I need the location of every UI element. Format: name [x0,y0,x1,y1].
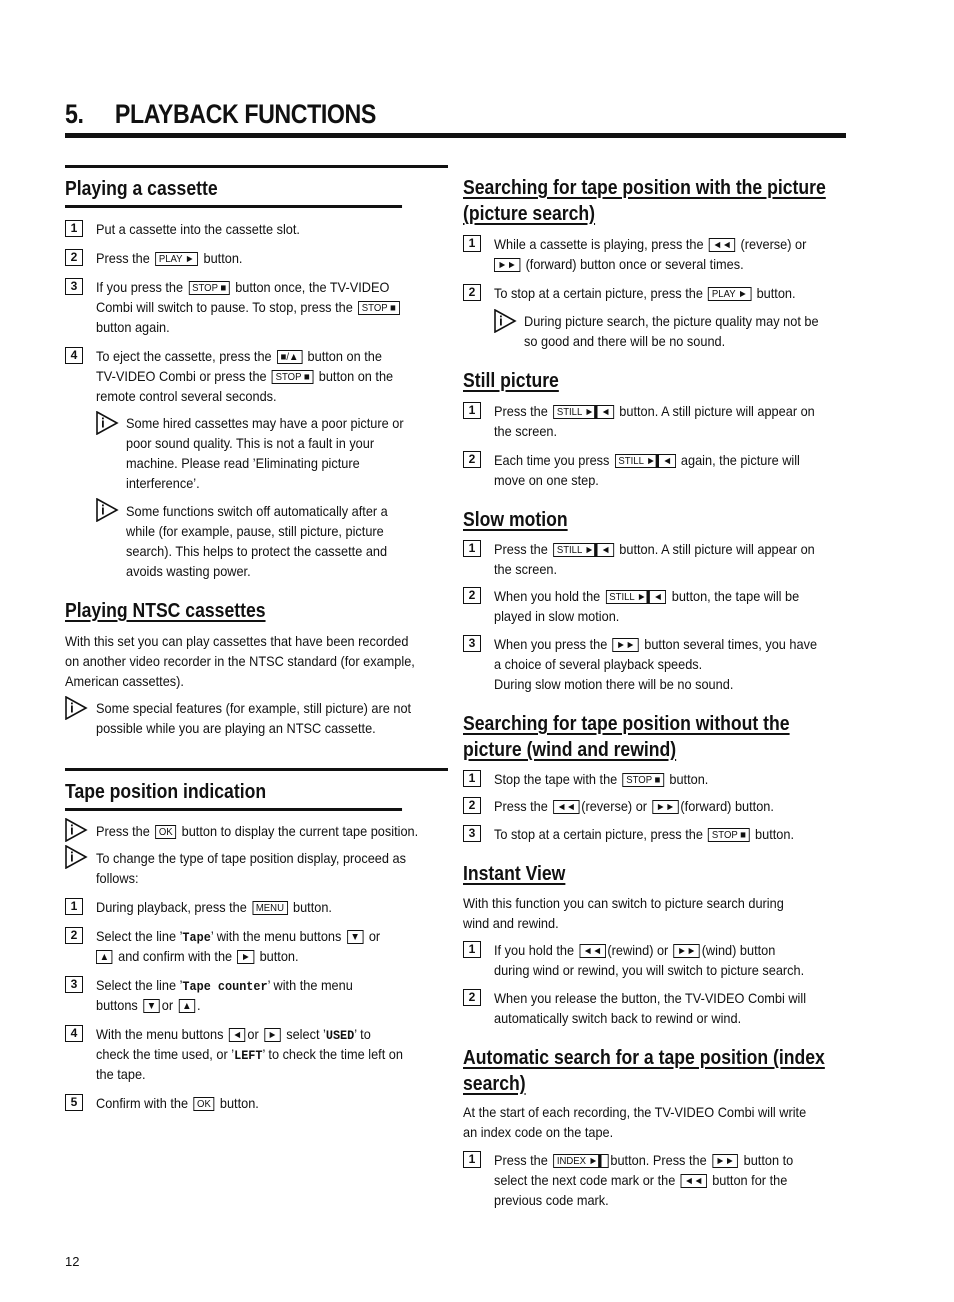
right-button-symbol: ► [264,1028,281,1042]
forward-button-symbol: ►► [674,944,700,958]
ok-button-symbol: OK [155,825,176,839]
section-title: Playing a cassette [65,168,402,208]
section-title: Tape position indication [65,771,402,811]
step-text: remote control several seconds. [96,388,277,404]
rewind-button-symbol: ◄◄ [553,800,579,814]
down-button-symbol: ▼ [143,999,160,1013]
step-text: When you press the ►► button several times, you have [494,636,818,652]
step-text: Combi will switch to pause. To stop, press the STOP ■ [96,297,401,317]
step-text: the tape. [96,1066,146,1082]
note-text: To change the type of tape position display, proceed as [96,850,406,866]
down-button-symbol: ▼ [347,930,364,944]
step-text: the screen. [494,561,558,577]
step-text: previous code mark. [494,1192,609,1208]
forward-button-symbol: ►► [494,258,520,272]
section-title: Instant View [463,863,566,885]
still-button-symbol: STILL ►▌◄ [615,454,676,468]
paragraph: With this set you can play cassettes that have been recorded [65,633,409,649]
section-index-search [463,1045,893,1097]
note-text: During picture search, the picture quality may not be [524,313,819,329]
menu-button-symbol: MENU [252,901,287,915]
rewind-button-symbol: ◄◄ [681,1174,707,1188]
step-text: If you hold the ◄◄ (rewind) or ►► (wind) button [494,942,776,958]
up-button-symbol: ▲ [96,950,113,964]
section-tape-position [65,768,448,811]
section-title: Searching for tape position without the picture (wind and rewind) [463,713,790,761]
step-number: 3 [463,825,481,842]
section-title: Searching for tape position with the picture (picture search) [463,177,826,225]
step-number: 4 [65,347,83,364]
info-icon [493,309,517,333]
step-text: a choice of several playback speeds. [494,656,703,672]
step-text: move on one step. [494,472,599,488]
step-text: To stop at a certain picture, press the PLAY ► button. [494,285,796,301]
info-icon [64,696,88,720]
step-number: 1 [463,1151,481,1168]
paragraph: With this function you can switch to picture search during [463,895,784,911]
step-text: Press the ◄◄ (reverse) or ►► (forward) button. [494,798,774,814]
step-number: 2 [463,451,481,468]
step-number: 2 [463,587,481,604]
step-number: 4 [65,1025,83,1042]
left-button-symbol: ◄ [229,1028,246,1042]
step-text: ▲ and confirm with the ► button. [96,946,299,966]
step-text: ►► (forward) button once or several times. [494,254,744,274]
note-text: so good and there will be no sound. [524,333,726,349]
note-text: Some functions switch off automatically after a [126,503,388,519]
step-number: 3 [463,635,481,652]
forward-button-symbol: ►► [613,638,639,652]
step-text: When you hold the STILL ►▌◄ button, the tape will be [494,588,800,604]
step-text: automatically switch back to rewind or wind. [494,1010,742,1026]
info-icon [95,498,119,522]
step-number: 1 [463,540,481,557]
note-text: poor sound quality. This is not a fault in your [126,435,375,451]
step-text: TV-VIDEO Combi or press the STOP ■ button on the [96,368,394,384]
paragraph: wind and rewind. [463,915,559,931]
step-text: the screen. [494,423,558,439]
step-text: Confirm with the OK button. [96,1095,259,1111]
section-picture-search [463,175,893,227]
note-text: Some hired cassettes may have a poor picture or [126,415,404,431]
section-ntsc [65,598,293,624]
step-text: played in slow motion. [494,608,620,624]
paragraph: an index code on the tape. [463,1124,614,1140]
stop-button-symbol: STOP ■ [358,301,399,315]
step-text: During playback, press the MENU button. [96,899,332,915]
step-text: button again. [96,319,170,335]
note-text: interference’. [126,475,200,491]
step-number: 1 [463,770,481,787]
page-number: 12 [65,1254,80,1269]
paragraph: At the start of each recording, the TV-VIDEO Combi will write [463,1104,807,1120]
step-number: 3 [65,976,83,993]
step-text: select the next code mark or the ◄◄ button for the [494,1172,788,1188]
step-text: Stop the tape with the STOP ■ button. [494,771,709,787]
step-number: 1 [463,235,481,252]
up-button-symbol: ▲ [178,999,195,1013]
ok-button-symbol: OK [193,1097,214,1111]
note-text: while (for example, pause, still picture, picture [126,523,384,539]
step-number: 1 [65,220,83,237]
step-text: Select the line ’Tape’ with the menu buttons ▼ or [96,928,381,945]
step-text: Put a cassette into the cassette slot. [96,221,300,237]
step-number: 5 [65,1094,83,1111]
section-title: Automatic search for a tape position (index search) [463,1047,825,1095]
note-text: search). This helps to protect the cassette and [126,543,388,559]
info-icon [95,411,119,435]
play-button-symbol: PLAY ► [708,287,751,301]
step-text: While a cassette is playing, press the ◄◄ (reverse) or [494,236,807,252]
right-button-symbol: ► [237,950,254,964]
page-title: 5. PLAYBACK FUNCTIONS [65,99,376,129]
paragraph: American cassettes). [65,673,184,689]
forward-button-symbol: ►► [712,1154,738,1168]
stop-button-symbol: STOP ■ [708,828,749,842]
step-text: during wind or rewind, you will switch to picture search. [494,962,805,978]
step-text: Press the STILL ►▌◄ button. A still picture will appear on [494,541,815,557]
step-number: 3 [65,278,83,295]
info-icon [64,845,88,869]
step-text: Press the STILL ►▌◄ button. A still picture will appear on [494,403,815,419]
forward-button-symbol: ►► [652,800,678,814]
step-text: With the menu buttons ◄ or ► select ’USED’ to [96,1026,371,1043]
step-text: To stop at a certain picture, press the STOP ■ button. [494,826,795,842]
step-number: 2 [65,249,83,266]
step-number: 1 [463,941,481,958]
step-text: buttons ▼ or ▲ . [96,997,201,1013]
step-text: When you release the button, the TV-VIDEO Combi will [494,990,807,1006]
note-text: follows: [96,870,139,886]
note-text: machine. Please read ’Eliminating picture [126,455,360,471]
index-button-symbol: INDEX ►▌ [553,1154,608,1168]
rewind-button-symbol: ◄◄ [709,238,735,252]
section-instant-view [463,861,579,887]
step-text: During slow motion there will be no sound. [494,676,734,692]
note-text: Press the OK button to display the current tape position. [96,823,419,839]
section-title: Slow motion [463,509,568,531]
step-number: 2 [463,284,481,301]
paragraph: on another video recorder in the NTSC standard (for example, [65,653,415,669]
note-text: avoids wasting power. [126,563,251,579]
step-text: check the time used, or ’LEFT’ to check the time left on [96,1046,403,1063]
section-wind-rewind [463,711,893,763]
step-text: Press the PLAY ► button. [96,250,243,266]
eject-button-symbol: ■/▲ [277,350,302,364]
section-title: Still picture [463,370,559,392]
step-text: Select the line ’Tape counter’ with the menu [96,977,353,994]
note-text: possible while you are playing an NTSC cassette. [96,720,376,736]
section-still-picture [463,368,572,394]
note-text: Some special features (for example, still picture) are not [96,700,412,716]
step-text: Each time you press STILL ►▌◄ again, the picture will [494,452,800,468]
section-title: Playing NTSC cassettes [65,600,266,622]
rewind-button-symbol: ◄◄ [579,944,605,958]
step-number: 1 [463,402,481,419]
step-number: 1 [65,898,83,915]
still-button-symbol: STILL ►▌◄ [606,590,667,604]
stop-button-symbol: STOP ■ [623,773,664,787]
step-text: To eject the cassette, press the ■/▲ button on the [96,348,382,364]
step-text: Press the INDEX ►▌ button. Press the ►► button to [494,1152,794,1168]
step-number: 2 [463,797,481,814]
stop-button-symbol: STOP ■ [272,370,313,384]
still-button-symbol: STILL ►▌◄ [553,543,614,557]
section-slow-motion [463,507,582,533]
play-button-symbol: PLAY ► [155,252,198,266]
stop-button-symbol: STOP ■ [188,281,229,295]
info-icon [64,818,88,842]
chapter-heading [65,98,846,138]
step-text: If you press the STOP ■ button once, the TV-VIDEO [96,279,390,295]
step-number: 2 [463,989,481,1006]
step-number: 2 [65,927,83,944]
section-playing-cassette [65,165,448,208]
still-button-symbol: STILL ►▌◄ [553,405,614,419]
